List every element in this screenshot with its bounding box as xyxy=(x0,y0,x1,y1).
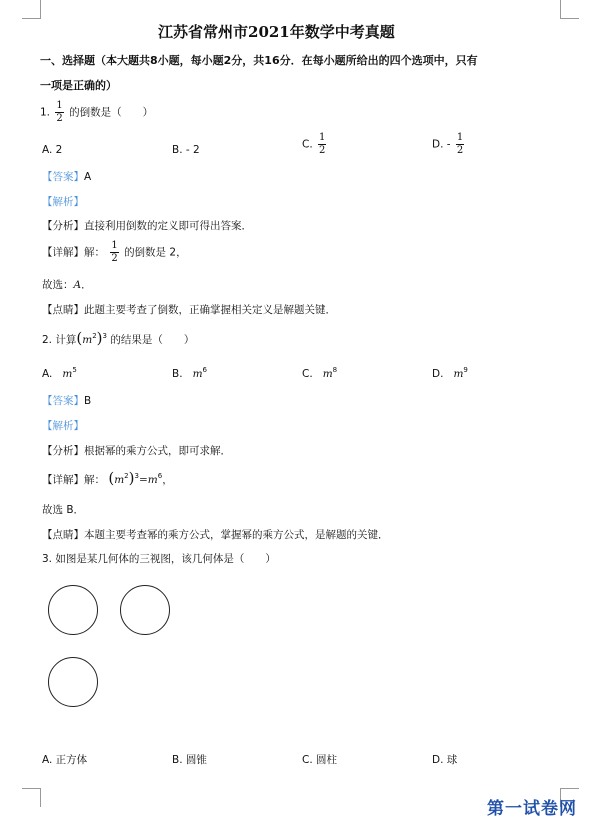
q1-comment: 【点睛】此题主要考查了倒数，正确掌握相关定义是解题关键． xyxy=(42,304,336,316)
q1-frac-den: 2 xyxy=(56,113,63,124)
q2-detail-inner-exp: 2 xyxy=(124,472,129,480)
q2-option-b-base: m xyxy=(192,368,203,380)
q2-close-paren: ) xyxy=(96,329,103,347)
q1-frac-num: 1 xyxy=(56,100,63,111)
q2-option-c-base: m xyxy=(322,368,333,380)
q2-detail-outer-exp: 3 xyxy=(134,472,139,480)
q1-analysis-tag: 【解析】 xyxy=(42,196,84,208)
q3-option-a: A. 正方体 xyxy=(42,754,88,766)
q2-detail-open-paren: ( xyxy=(108,469,115,487)
q1-detail-den: 2 xyxy=(111,253,118,264)
q1-answer-value: A xyxy=(84,171,92,183)
crop-mark-top-left xyxy=(22,0,41,19)
q1-detail-prefix: 【详解】解： xyxy=(42,246,105,259)
q1-option-b: B. - 2 xyxy=(172,144,200,156)
q2-option-d-base: m xyxy=(453,368,464,380)
q1-detail-suffix: 的倒数是 2， xyxy=(124,246,187,259)
q1-detail-num: 1 xyxy=(111,240,118,251)
q1-option-d xyxy=(432,133,466,156)
q2-option-a-base: m xyxy=(62,368,73,380)
q1-number: 1. xyxy=(40,106,51,119)
q1-option-c-label: C. xyxy=(302,138,313,151)
q3-stem: 3. 如图是某几何体的三视图，该几何体是（ ） xyxy=(42,553,276,565)
q1-option-d-den: 2 xyxy=(456,145,464,156)
q2-answer xyxy=(42,396,91,408)
q1-choose-label: 故选： xyxy=(42,279,74,291)
q2-option-d xyxy=(432,366,468,381)
top-view-circle xyxy=(48,657,98,707)
q1-option-a: A. 2 xyxy=(42,144,63,156)
q2-base: m xyxy=(82,334,93,346)
q3-option-d: D. 球 xyxy=(432,754,458,766)
q2-open-paren: ( xyxy=(76,329,83,347)
q3-option-b: B. 圆锥 xyxy=(172,754,207,766)
q2-option-a-label: A. xyxy=(42,368,53,380)
site-watermark: 第一试卷网 xyxy=(487,799,577,819)
q2-stem xyxy=(42,330,194,347)
q2-choose: 故选 B． xyxy=(42,504,85,516)
q2-detail-result-exp: 6 xyxy=(157,472,163,480)
q3-option-c: C. 圆柱 xyxy=(302,754,338,766)
crop-mark-top-right xyxy=(560,0,579,19)
q2-option-c xyxy=(302,366,338,381)
q2-detail-result-base: m xyxy=(147,474,158,486)
q2-detail-comma: ， xyxy=(162,474,173,486)
q1-choose-letter: A xyxy=(73,279,82,291)
q2-option-a-exp: 5 xyxy=(72,366,77,374)
q2-analysis-text: 【分析】根据幂的乘方公式，即可求解． xyxy=(42,445,231,457)
q1-stem xyxy=(40,101,153,124)
q1-option-c-den: 2 xyxy=(319,145,326,156)
q1-option-d-label: D. - xyxy=(432,138,451,151)
q2-option-b-exp: 6 xyxy=(202,366,207,374)
q2-option-c-label: C. xyxy=(302,368,313,380)
q2-analysis-tag: 【解析】 xyxy=(42,420,84,432)
q1-option-c xyxy=(302,133,328,156)
q2-option-d-exp: 9 xyxy=(463,366,468,374)
q2-option-b xyxy=(172,366,207,381)
q2-number: 2. 计算 xyxy=(42,334,77,346)
q2-option-d-label: D. xyxy=(432,368,444,380)
section-heading-line2: 一项是正确的） xyxy=(40,79,117,92)
q2-detail xyxy=(42,470,173,487)
q2-outer-exp: 3 xyxy=(102,332,107,340)
q1-answer-tag: 【答案】 xyxy=(42,171,84,183)
front-view-circle xyxy=(48,585,98,635)
q2-detail-equals: = xyxy=(138,474,148,486)
q1-option-c-num: 1 xyxy=(319,132,326,143)
q2-option-a xyxy=(42,366,77,381)
q1-answer xyxy=(42,172,91,184)
q2-option-c-exp: 8 xyxy=(332,366,338,374)
page-title: 江苏省常州市2021年数学中考真题 xyxy=(158,23,395,41)
q2-detail-prefix: 【详解】解： xyxy=(42,474,105,486)
section-heading-line1: 一、选择题（本大题共8小题，每小题2分，共16分．在每小题所给出的四个选项中，只有 xyxy=(40,54,478,67)
q1-option-d-fraction xyxy=(456,133,464,156)
q2-answer-value: B xyxy=(84,395,92,407)
q1-choose: 故选：A． xyxy=(42,279,92,291)
q2-comment: 【点睛】本题主要考查幂的乘方公式，掌握幂的乘方公式，是解题的关键． xyxy=(42,529,389,541)
q1-option-d-num: 1 xyxy=(456,132,464,143)
side-view-circle xyxy=(120,585,170,635)
q1-stem-text: 的倒数是（ ） xyxy=(69,106,154,119)
q2-detail-base: m xyxy=(114,474,125,486)
q1-analysis-text: 【分析】直接利用倒数的定义即可得出答案． xyxy=(42,220,252,232)
q2-answer-tag: 【答案】 xyxy=(42,395,84,407)
q2-stem-text: 的结果是（ ） xyxy=(110,334,195,346)
q2-option-b-label: B. xyxy=(172,368,183,380)
crop-mark-bottom-left xyxy=(22,788,41,807)
q1-detail-fraction xyxy=(110,241,118,264)
q1-fraction xyxy=(55,101,63,124)
q2-inner-exp: 2 xyxy=(92,332,97,340)
q2-detail-close-paren: ) xyxy=(128,469,135,487)
q1-option-c-fraction xyxy=(318,133,326,156)
q1-detail xyxy=(42,241,187,264)
